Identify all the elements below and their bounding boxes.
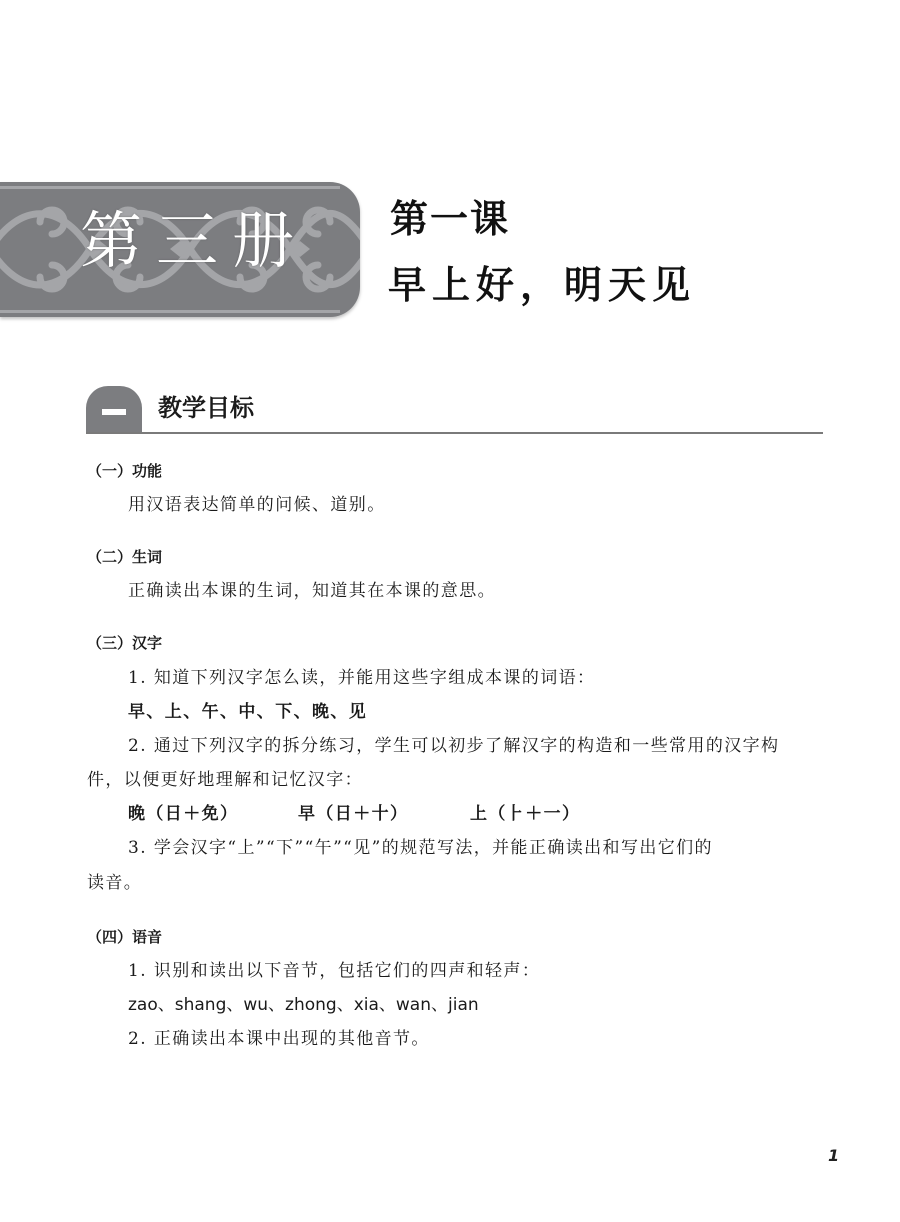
decomposition-item: 晚（日＋免）	[128, 804, 239, 824]
character-decompositions	[128, 806, 580, 823]
objective-text: 3. 学会汉字“上”“下”“午”“见”的规范写法，并能正确读出和写出它们的	[128, 838, 713, 858]
objective-text: 2. 通过下列汉字的拆分练习，学生可以初步了解汉字的构造和一些常用的汉字构	[128, 736, 780, 756]
objective-text: 件，以便更好地理解和记忆汉字：	[87, 770, 363, 790]
character-list: 早、上、午、中、下、晚、见	[128, 702, 368, 722]
objective-text: 读音。	[87, 873, 143, 893]
objective-heading-phonetics: （四）语音	[87, 928, 163, 946]
section-number-badge	[86, 386, 142, 432]
section-number-dash-icon	[102, 409, 126, 415]
volume-title: 第三册	[80, 204, 309, 277]
objective-text: 1. 识别和读出以下音节，包括它们的四声和轻声：	[128, 961, 541, 981]
decomposition-item: 早（日＋十）	[298, 804, 409, 824]
objective-text: 用汉语表达简单的问候、道别。	[128, 495, 386, 515]
section-header	[86, 386, 823, 434]
pinyin-list: zao、shang、wu、zhong、xia、wan、jian	[128, 995, 479, 1015]
decomposition-item: 上（⺊＋一）	[470, 804, 581, 824]
section-title: 教学目标	[158, 394, 254, 422]
objective-heading-function: （一）功能	[87, 462, 163, 480]
objective-text: 2. 正确读出本课中出现的其他音节。	[128, 1029, 430, 1049]
volume-banner	[0, 182, 360, 317]
objective-text: 正确读出本课的生词，知道其在本课的意思。	[128, 581, 496, 601]
objective-heading-vocabulary: （二）生词	[87, 548, 163, 566]
objective-heading-characters: （三）汉字	[87, 634, 163, 652]
lesson-title: 早上好，明天见	[388, 262, 697, 307]
banner-stripe-top	[0, 186, 340, 189]
banner-stripe-bottom	[0, 310, 340, 313]
objective-text: 1. 知道下列汉字怎么读，并能用这些字组成本课的词语：	[128, 668, 596, 688]
lesson-number: 第一课	[390, 196, 511, 241]
page-number: 1	[828, 1146, 840, 1165]
